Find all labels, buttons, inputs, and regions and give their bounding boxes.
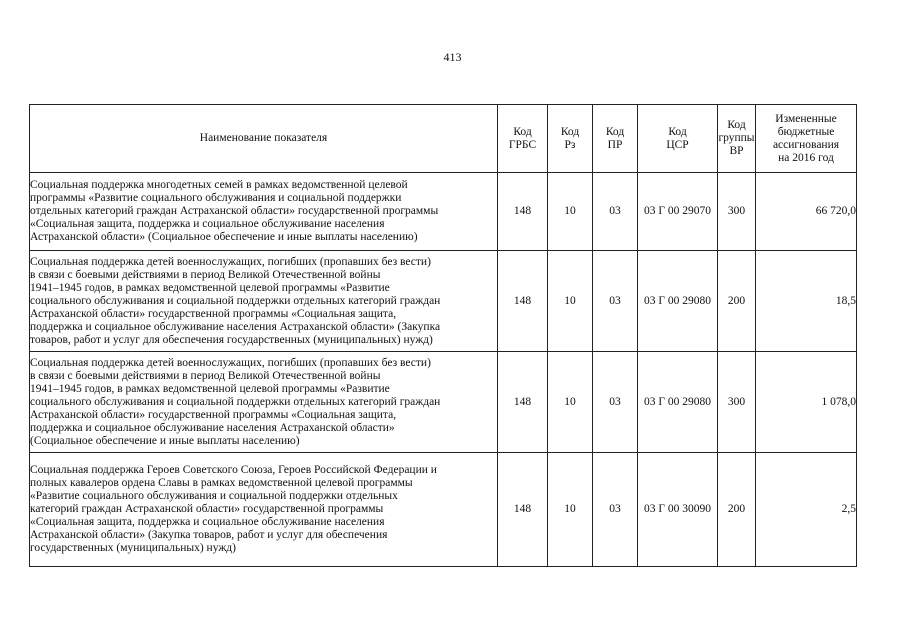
row-grbs: 148 (498, 251, 548, 352)
row-name: Социальная поддержка детей военнослужащих, погибших (пропавших без вести) в связи с боевыми действиями в период Великой Отечественной войны 1941–1945 годов, в рамках ведомственной целевой программы «Развитие социального обслуживания и социальной поддержки отдельных категорий граждан Астраханской области» государственной программы «Социальная защита, поддержка и социальное обслуживание населения Астраханской области» (Закупка товаров, работ и услуг для обеспечения государственных (муниципальных) нужд) (30, 251, 498, 352)
row-rz: 10 (548, 173, 593, 251)
table-header-row (30, 105, 857, 173)
row-name: Социальная поддержка многодетных семей в рамках ведомственной целевой программы «Развитие социального обслуживания и социальной поддержки отдельных категорий граждан Астраханской области» государственной программы «Социальная защита, поддержка и социальное обслуживание населения Астраханской области» (Социальное обеспечение и иные выплаты населению) (30, 173, 498, 251)
row-amount: 1 078,0 (756, 352, 857, 453)
header-rz: Код Рз (548, 105, 593, 173)
row-csr: 03 Г 00 29070 (638, 173, 718, 251)
page-number: 413 (443, 50, 462, 64)
row-vr: 200 (718, 453, 756, 567)
row-name: Социальная поддержка детей военнослужащих, погибших (пропавших без вести) в связи с боевыми действиями в период Великой Отечественной войны 1941–1945 годов, в рамках ведомственной целевой программы «Развитие социального обслуживания и социальной поддержки отдельных категорий граждан Астраханской области» государственной программы «Социальная защита, поддержка и социальное обслуживание населения Астраханской области» (Социальное обеспечение и иные выплаты населению) (30, 352, 498, 453)
row-vr: 300 (718, 352, 756, 453)
header-grbs: Код ГРБС (498, 105, 548, 173)
row-vr: 200 (718, 251, 756, 352)
table-row (30, 352, 857, 453)
row-amount: 18,5 (756, 251, 857, 352)
row-csr: 03 Г 00 30090 (638, 453, 718, 567)
row-grbs: 148 (498, 453, 548, 567)
table-row (30, 453, 857, 567)
row-amount: 66 720,0 (756, 173, 857, 251)
row-rz: 10 (548, 251, 593, 352)
table-row (30, 173, 857, 251)
row-csr: 03 Г 00 29080 (638, 352, 718, 453)
row-grbs: 148 (498, 173, 548, 251)
header-csr: Код ЦСР (638, 105, 718, 173)
row-rz: 10 (548, 453, 593, 567)
row-pr: 03 (593, 173, 638, 251)
header-name: Наименование показателя (30, 105, 498, 173)
row-amount: 2,5 (756, 453, 857, 567)
row-csr: 03 Г 00 29080 (638, 251, 718, 352)
table-row (30, 251, 857, 352)
row-vr: 300 (718, 173, 756, 251)
row-pr: 03 (593, 453, 638, 567)
budget-table (29, 104, 857, 567)
row-grbs: 148 (498, 352, 548, 453)
header-vr: Код группы ВР (718, 105, 756, 173)
header-pr: Код ПР (593, 105, 638, 173)
row-pr: 03 (593, 352, 638, 453)
row-pr: 03 (593, 251, 638, 352)
row-rz: 10 (548, 352, 593, 453)
row-name: Социальная поддержка Героев Советского Союза, Героев Российской Федерации и полных кавалеров ордена Славы в рамках ведомственной целевой программы «Развитие социального обслуживания и социальной поддержки отдельных категорий граждан Астраханской области» государственной программы «Социальная защита, поддержка и социальное обслуживание населения Астраханской области» (Закупка товаров, работ и услуг для обеспечения государственных (муниципальных) нужд) (30, 453, 498, 567)
header-amount: Измененные бюджетные ассигнования на 2016 год (756, 105, 857, 173)
